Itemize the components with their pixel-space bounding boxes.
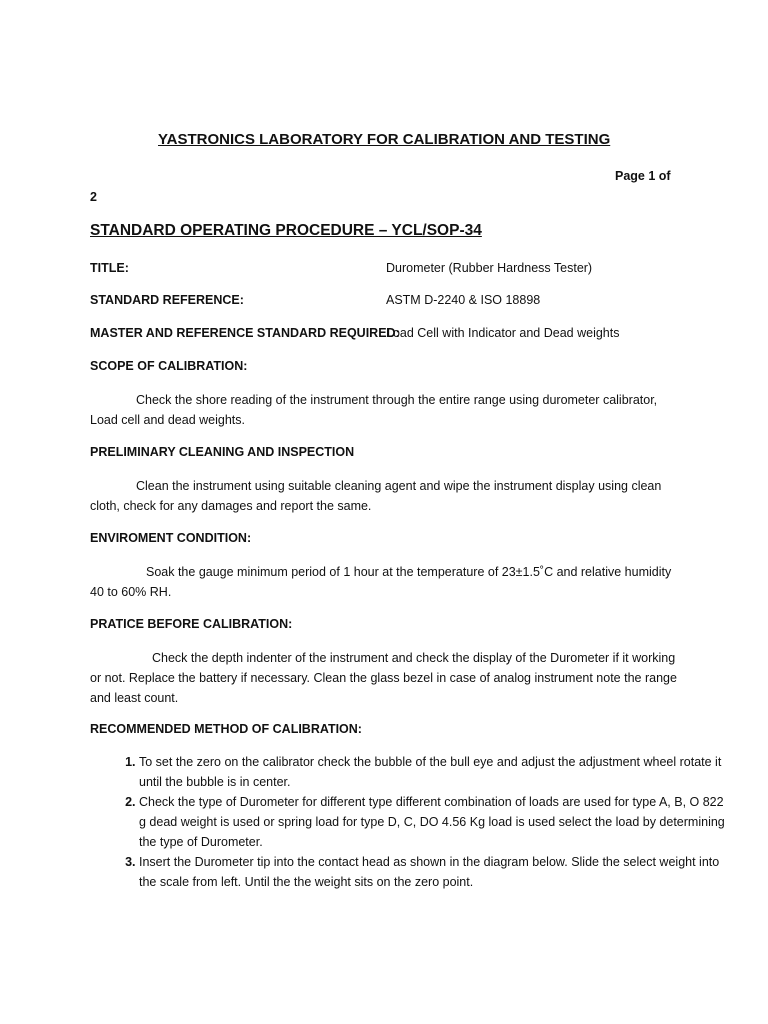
field-value-standard-reference: ASTM D-2240 & ISO 18898 [386, 293, 541, 307]
section-heading-practice: PRATICE BEFORE CALIBRATION: [90, 617, 293, 631]
section-text-cleaning: Clean the instrument using suitable cleaning agent and wipe the instrument display using clean cloth, check for any damages and report the same. [90, 479, 662, 513]
page-number-label: Page 1 of [615, 169, 671, 183]
method-steps-list [90, 752, 729, 892]
section-text-scope: Check the shore reading of the instrument through the entire range using durometer calibrator, Load cell and dead weights. [90, 393, 658, 427]
method-step: 1. To set the zero on the calibrator check the bubble of the bull eye and adjust the adjustment wheel rotate it until the bubble is in center. [139, 752, 729, 792]
sop-title: STANDARD OPERATING PROCEDURE – YCL/SOP-34 [90, 222, 482, 239]
field-value-title: Durometer (Rubber Hardness Tester) [386, 261, 593, 275]
lab-title: YASTRONICS LABORATORY FOR CALIBRATION AND TESTING [158, 131, 611, 148]
method-step: 2. Check the type of Durometer for different type different combination of loads are used for type A, B, O 822 g dead weight is used or spring load for type D, C, DO 4.56 Kg load is used select the load by determining the type of Durometer. [139, 792, 729, 852]
section-heading-scope: SCOPE OF CALIBRATION: [90, 359, 248, 373]
page-total: 2 [90, 190, 97, 204]
section-heading-environment: ENVIROMENT CONDITION: [90, 531, 252, 545]
section-heading-cleaning: PRELIMINARY CLEANING AND INSPECTION [90, 445, 355, 459]
field-value-master-standard: Load Cell with Indicator and Dead weights [386, 326, 620, 340]
field-label-master-standard: MASTER AND REFERENCE STANDARD REQUIRED: [90, 326, 400, 340]
section-heading-method: RECOMMENDED METHOD OF CALIBRATION: [90, 722, 362, 736]
field-label-title: TITLE: [90, 261, 129, 275]
section-text-environment: Soak the gauge minimum period of 1 hour at the temperature of 23±1.5˚C and relative humidity 40 to 60% RH. [90, 565, 672, 599]
section-text-practice: Check the depth indenter of the instrument and check the display of the Durometer if it working or not. Replace the battery if necessary. Clean the glass bezel in case of analog instrument note the range and least count. [90, 651, 677, 705]
method-step: 3. Insert the Durometer tip into the contact head as shown in the diagram below. Slide the select weight into the scale from left. Until the the weight sits on the zero point. [139, 852, 729, 892]
field-label-standard-reference: STANDARD REFERENCE: [90, 293, 244, 307]
